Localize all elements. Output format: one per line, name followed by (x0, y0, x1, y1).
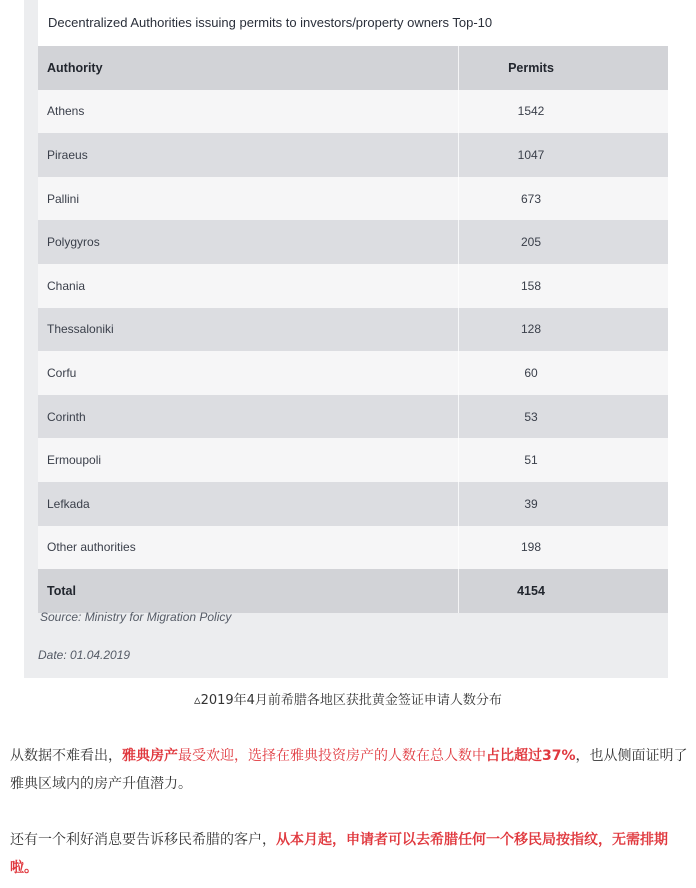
authority-cell: Other authorities (47, 540, 136, 555)
table-row (38, 526, 668, 570)
table-row (38, 133, 668, 177)
table-row (38, 220, 668, 264)
table-source: Source: Ministry for Migration Policy (40, 610, 232, 624)
permits-table (38, 0, 668, 613)
table-figure (24, 0, 668, 678)
permits-cell: 51 (524, 453, 538, 468)
table-header-row (38, 46, 668, 90)
table-row (38, 308, 668, 352)
authority-cell: Pallini (47, 191, 80, 206)
authority-cell: Lefkada (47, 496, 90, 511)
authority-cell: Thessaloniki (47, 322, 114, 337)
permits-cell: 39 (524, 496, 538, 511)
total-value: 4154 (517, 583, 545, 598)
permits-cell: 673 (520, 191, 542, 206)
highlight-text: 雅典房产 (122, 748, 178, 764)
permits-cell: 128 (520, 322, 542, 337)
header-permits: Permits (508, 60, 554, 75)
authority-cell: Ermoupoli (47, 453, 102, 468)
total-label: Total (47, 583, 76, 598)
table-row (38, 351, 668, 395)
permits-cell: 1542 (517, 104, 545, 119)
permits-cell: 60 (524, 365, 538, 380)
permits-cell: 53 (524, 409, 538, 424)
paragraph-text: 从数据不难看出， (10, 748, 122, 764)
table-row (38, 438, 668, 482)
paragraph-text: 还有一个利好消息要告诉移民希腊的客户， (10, 832, 276, 848)
table-row (38, 177, 668, 221)
red-text: 最受欢迎，选择在雅典投资房产的人数在总人数中 (178, 748, 486, 764)
authority-cell: Piraeus (47, 147, 88, 162)
highlight-text: 从本月起，申请者可以去希腊任何一个移民局按指纹，无需排期啦。 (10, 832, 668, 876)
permits-cell: 198 (520, 540, 542, 555)
table-row (38, 90, 668, 134)
permits-cell: 205 (520, 235, 542, 250)
permits-cell: 1047 (517, 147, 545, 162)
header-authority: Authority (47, 60, 103, 75)
authority-cell: Polygyros (47, 235, 100, 250)
authority-cell: Corfu (47, 365, 77, 380)
table-total-row (38, 569, 668, 613)
table-title: Decentralized Authorities issuing permits to investors/property owners Top-10 (38, 0, 668, 46)
paragraph-text: ，也从侧面证明了雅典区域内的房产升值潜力。 (10, 748, 688, 792)
figure-caption: ▵2019年4月前希腊各地区获批黄金签证申请人数分布 (194, 693, 502, 708)
paragraph-athens-popularity (10, 742, 690, 798)
table-row (38, 482, 668, 526)
table-date: Date: 01.04.2019 (38, 648, 131, 662)
table-row (38, 264, 668, 308)
authority-cell: Athens (47, 104, 85, 119)
table-row (38, 395, 668, 439)
highlight-text: 占比超过37% (486, 748, 576, 764)
permits-cell: 158 (520, 278, 542, 293)
authority-cell: Chania (47, 278, 86, 293)
authority-cell: Corinth (47, 409, 86, 424)
paragraph-fingerprint-news (10, 826, 690, 882)
